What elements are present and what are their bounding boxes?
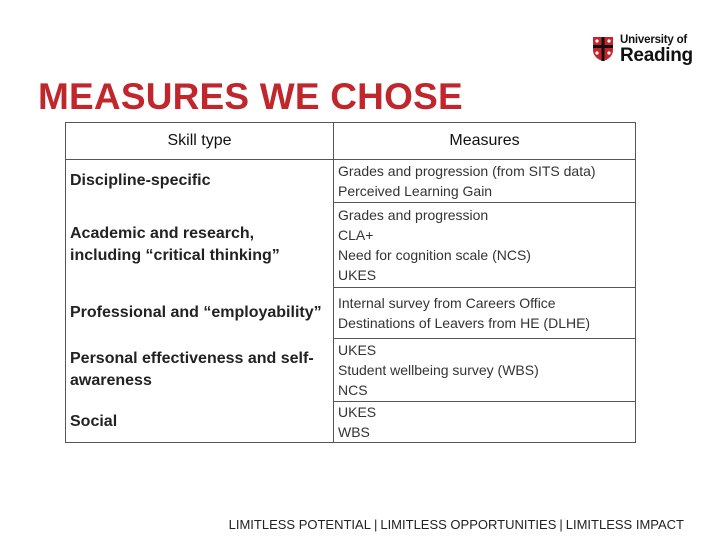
measures-cell <box>334 288 636 339</box>
measures-cell <box>334 402 636 443</box>
table-row <box>66 339 636 402</box>
footer-part-opportunities: LIMITLESS OPPORTUNITIES <box>380 517 557 532</box>
measure-item: NCS <box>338 382 368 398</box>
measure-item: Destinations of Leavers from HE (DLHE) <box>338 315 591 331</box>
table-row <box>66 203 636 288</box>
logo-text-university-of: University of <box>620 34 688 46</box>
skill-cell: Discipline-specific <box>66 160 334 203</box>
measure-item: UKES <box>338 267 377 283</box>
page-title: MEASURES WE CHOSE <box>38 76 463 117</box>
footer-separator: | <box>373 517 378 532</box>
measure-item: UKES <box>338 342 377 358</box>
measure-item: UKES <box>338 404 377 420</box>
university-crest-icon <box>592 36 614 62</box>
measures-table <box>65 122 636 443</box>
measure-item: Internal survey from Careers Office <box>338 295 556 311</box>
logo-text-reading: Reading <box>620 45 693 66</box>
skill-cell: Personal effectiveness and self-awareness <box>66 339 334 402</box>
footer-tagline <box>229 517 684 532</box>
measure-item: Student wellbeing survey (WBS) <box>338 362 539 378</box>
measures-cell <box>334 160 636 203</box>
table-row <box>66 160 636 203</box>
measure-item: CLA+ <box>338 227 374 243</box>
measure-item: Grades and progression (from SITS data) <box>338 163 596 179</box>
measure-item: Grades and progression <box>338 207 489 223</box>
measure-item: WBS <box>338 424 370 440</box>
skill-cell: Social <box>66 402 334 443</box>
skill-cell: Academic and research, including “critical thinking” <box>66 203 334 288</box>
table-row <box>66 288 636 339</box>
footer-part-potential: LIMITLESS POTENTIAL <box>228 517 371 532</box>
skill-cell: Professional and “employability” <box>66 288 334 339</box>
measure-item: Perceived Learning Gain <box>338 183 493 199</box>
university-logo <box>592 34 692 66</box>
footer-separator: | <box>559 517 563 532</box>
table-row <box>66 402 636 443</box>
footer-part-impact: LIMITLESS IMPACT <box>565 517 684 532</box>
measure-item: Need for cognition scale (NCS) <box>338 247 531 263</box>
table-header-row <box>66 123 636 160</box>
measures-cell <box>334 203 636 288</box>
header-measures: Measures <box>334 123 636 160</box>
measures-cell <box>334 339 636 402</box>
header-skill-type: Skill type <box>66 123 334 160</box>
